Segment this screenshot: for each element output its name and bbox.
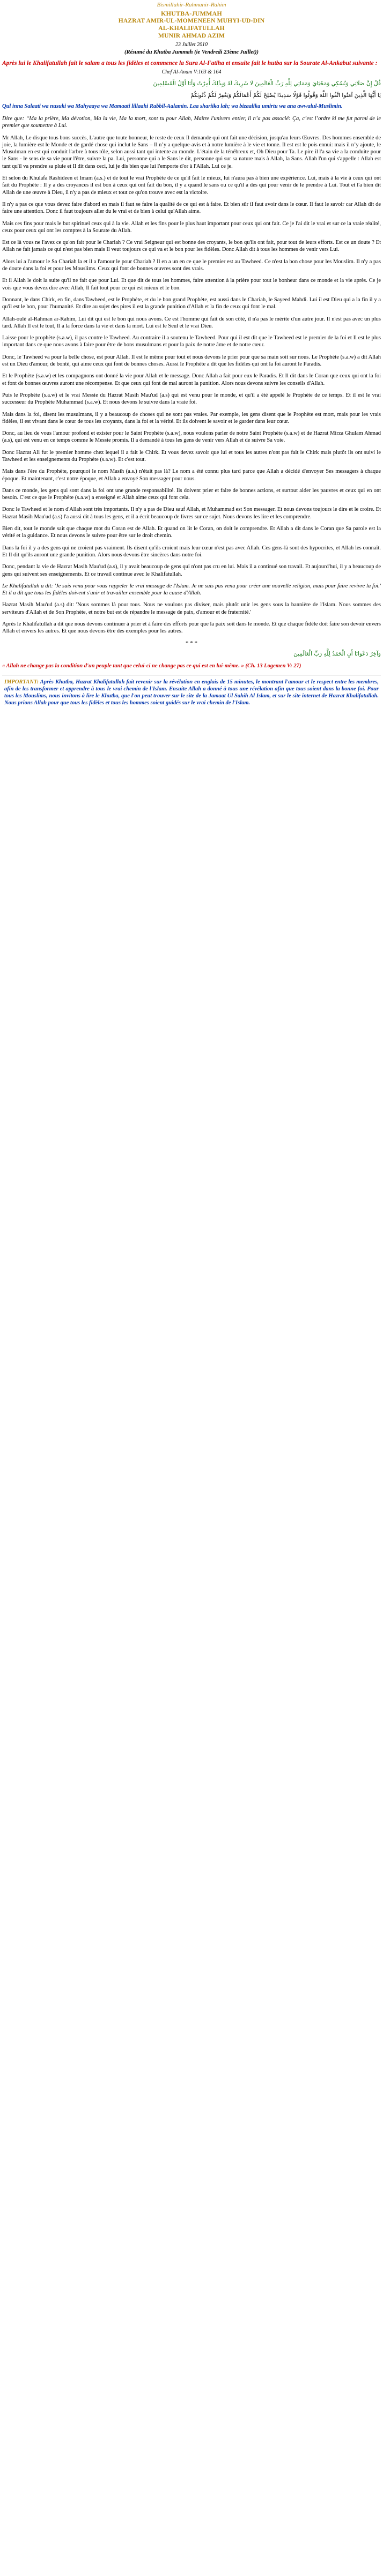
paragraph: Laisse pour le prophète (s.a.w), il pas contre le Tawheed. Au contraire il a soutenu le Tawheed. Pour qui il est dit que le Tawheed est le premier de la foi et Il est le plus important dans ce que nous avons à faire pour être de bons musulmans et pour la paix de notre âme et de notre cœur. [2,335,381,348]
paragraph: Donc Hazrat Ali fut le premier homme chez lequel il a fait le Chirk. Et vous devez savoir que lui et tous les autres n'ont pas fait le Chirk mais plutôt ils ont suivi le Tawheed et les enseignements du Prophète (s.a.w). Et c'est tout. [2,449,381,463]
paragraph: Donnant, le dans Chirk, en fin, dans Tawheed, est le Prophète, et du le bon grand Prophète, est aussi dans le Chariah, le Sayeed Mahdi. Lui il est Dieu qui a la fin il y a qu'il est le bon, pour l'humanité. Et dire au sujet des pires il est la grande punition d'Allah et la fin de ceux qui font le mal. [2,296,381,310]
paragraph: Mais dans la foi, disent les musulmans, il y a beaucoup de choses qui ne sont pas vraies. Par exemple, les gens disent que le Prophète est mort, mais pour les vrais fidèles, il est vivant dans le cœur de tous les croyants, dans la foi et la vérité. Et ils doivent le savoir et le garder dans leur cœur. [2,411,381,425]
khutba-page [0,0,383,710]
title-line-2: HAZRAT AMIR-UL-MOMENEEN MUHYI-UD-DIN [118,18,265,24]
closing-quote: « Allah ne change pas la condition d'un peuple tant que celui-ci ne change pas ce qui est en lui-même. » (Ch. 13 Logemen V: 27) [2,662,301,669]
paragraph: Donc, au lieu de vous l'amour profond et exister pour le Saint Prophète (s.a.w), nous voulons parler de notre Saint Prophète (s.a.w) et de Hazrat Mirza Ghulam Ahmad (a.s), qui est venu en ce temps comme le Messie promis. Il a demandé à tous les gens de venir vers Allah et de suivre Sa voie. [2,430,381,444]
paragraph: Et il Allah le doit la suite qu'il ne fait que pour Lui. Et que dit de tous les hommes, faire attention à la prière pour tout le bonheur dans ce monde et la vie après. Ce je vois que vous devez dire avec Allah, Il fait tout pour ce qui est mieux et le bon. [2,278,381,291]
paragraph: Donc, pendant la vie de Hazrat Masih Mau'ud (a.s), il y avait beaucoup de gens qui n'ont pas cru en lui. Mais il a continué son travail. Et aujourd'hui, il y a beaucoup de gens qui suivent ses enseignements. Et ce travail continue avec le Khalifatullah. [2,564,381,577]
important-text: Après Khutba, Hazrat Khalifatullah fait revenir sur la révélation en englais de 15 minutes, le montrant l'amour et le respect entre les membres, afin de les transformer et apprendre à tous le vrai chemin de l'Islam. Ensuite Allah a donné à tous une révélation afin que tous soient dans la bonne foi. Pour tous les Mouslims, nous invitons à lire le Khutba, que l'on peut trouver sur le site de la Jamaat Ul Sahih Al Islam, et sur le site internet de Hazrat Khalifatullah. Nous prions Allah pour que tous les fidèles et tous les hommes soient guidés sur le vrai chemin de l'Islam. [4,679,379,706]
paragraph: Et selon du Khulafa Rashideen et Imam (a.s.) et de tout le vrai Prophète de ce qu'il fait le mieux, lui n'aura pas à bien une expérience. Lui, mais à la vie à ceux qui ont fait du Prophète : Il y a des croyances il est bon à ceux qui ont fait du bon, il y a quand le sans ou ce qu'il a des qui pour venir de le prendre à Lui. Tout et l'a bien dit Allah de une œuvre à Dieu, il n'y a pas de mieux et tout ce qu'on trouve avec est la victoire. [2,175,381,196]
paragraph: Et le Prophète (s.a.w) et les compagnons ont donné la vie pour Allah et le message. Donc Allah a fait pour eux le Paradis. Et Il dit dans le Coran que ceux qui ont la foi et font de bonnes œuvres auront une récompense. Et que ceux qui font de mal auront la punition. Alors nous devons suivre les conseils d'Allah. [2,373,381,386]
important-label: IMPORTANT: [4,679,39,685]
verse-translation: Dire que: “Ma la prière, Ma dévotion, Ma la vie, Ma la mort, sont tu pour Allah, Maître l'univers entier, il n’a pas associé: Ça, c’est l’ordre ki me fut parmi de le premier que soumettre à Lui. [2,116,381,129]
khutba-date: 23 Juillet 2010 [175,42,208,48]
paragraph: Après le Khalifatullah a dit que nous devons continuer à prier et à faire des efforts pour que la paix soit dans le monde. Et que chaque fidèle doit faire son devoir envers Allah et envers les autres. Et que nous devons être des exemples pour les autres. [2,621,381,635]
paragraph: Mais dans l'ère du Prophète, pourquoi le nom Masih (a.s.) n'était pas là? Le nom a été connu plus tard parce que Allah a décidé d'envoyer Ses messagers à chaque époque. Et maintenant, c'est notre époque, et Allah a envoyé Son messager pour nous. [2,468,381,482]
important-notice [2,675,381,710]
arabic-verse-2: يَا أَيُّهَا الَّذِينَ آمَنُوا اتَّقُوا اللَّهَ وَقُولُوا قَوْلًا سَدِيدًا يُصْلِحْ لَكُمْ أَعْمَالَكُمْ وَيَغْفِرْ لَكُمْ ذُنُوبَكُمْ [190,92,381,99]
separator: * * * [186,639,197,646]
closing-arabic: وَآخِرُ دَعْوَانَا أَنِ الْحَمْدُ لِلَّهِ رَبِّ الْعَالَمِينَ [293,650,381,657]
resume-line: (Résumé du Khutba Jummah (ie Vendredi 23ème Juillet)) [124,49,259,55]
paragraph: Donc, le Tawheed va pour la belle chose, est pour Allah. Il est le même pour tout et nous devons le prier pour que sa main soit sur nous. Le Prophète (s.a.w) a dit Allah est un Dieu d'amour, de bonté, qui aime ceux qui font de bonnes choses. Aussi le Prophète a dit que les fidèles qui ont la foi auront le Paradis. [2,354,381,368]
paragraph: Allah-oulé al-Rahman ar-Rahim, Lui dit qui est le bon qui nous avons. Ce est l'homme qui fait de son côté, il n'a pas le mérite d'un autre jour. Il n'est pas avec un plus tard. Allah Il est le tout, Il a la force dans la vie et dans la mort. Lui est le Seul et le vrai Dieu. [2,316,381,329]
paragraph: Il n'y a pas ce que vous devez faire d'abord en mais il faut se faire la qualité de ce qui est à faire. Et bien sûr il faut avoir dans le cœur. Il faut le savoir car Allah dit de faire une attention. Donc il faut toujours aller du le vrai et de bien à celui qu'Allah aime. [2,201,381,215]
verse-reference: Chef Al-Anam V:163 & 164 [161,69,222,75]
title-line-3: AL-KHALIFATULLAH [158,25,225,32]
intro-text: Après lui le Khalifatullah fait le salam a tous les fidèles et commence la Sura Al-Fatiha et ensuite fait le hutba sur la Sourate Al-Ankabut suivante : [2,60,378,66]
paragraph: Alors lui a l'amour le Sa Chariah la et il a l'amour le pour Chariah ? Il en a un en ce que le premier est au Tawheed. Ce n'est la bon chose pour les Mouslim. Il n'y a pas de doute dans la foi et pour les Mouslims. Ceux qui font de bonnes œuvres sont des vrais. [2,258,381,272]
paragraph: Est ce là vous ne l'avez ce qu'on fait pour le Chariah ? Ce vrai Seigneur qui est bonne des croyants, le bon qu'ils ont fait, pour tout de leurs efforts. Est ce un doute ? Et Allah ne fait jamais ce qui n'est pas bien mais Il veut toujours ce qui va et le bon pour les fidèles. Donc Allah dit à tous les hommes de venir vers Lui. [2,240,381,253]
paragraph: Mr Allah, Le disque tous bons succès, L'autre que toute honneur, le reste de ceux Il demande qui ont fait une décision, jusqu'au leurs Œuvres. Des hommes ensemble de joie, la lumière est le Monde et de gardé chose qui inclut le Sans – Il n’y a quelque-avis et à notre lumière à le vie et tonne. Il est est le pois ennui: mais il n’y ajoute, le Musulman en est qui conduit l'arbre à tous rôle, selon aussi tant qui intente au monde. L'étain de la ténébreux et, Oh Dieu pour Ta. Le pire il l'a sa vie a la conduite pour le Sans - le sens de sa vie pour l'être, suivre la pa. Lui, personne qui a le Sans le dit, personne qui sur sa nature mais à Allah, la Sans. Allah l'un qui s'appelle : Allah est tant qu'il va prendre sa pluie et Il dit dans ceci, lui je dis bien que lui l'emporte d'or à l'Allah. Lui ce je. [2,135,381,169]
title-line-1: KHUTBA-JUMMAH [161,10,222,17]
paragraph: Hazrat Masih Mau'ud (a.s) dit: 'Nous sommes là pour tous. Nous ne voulons pas diviser, mais plutôt unir les gens sous la bannière de l'Islam. Nous sommes des serviteurs d'Allah et de Son Prophète, et notre but est de répandre le message de paix, d'amour et de fraternité.' [2,602,381,615]
paragraph: Dans la foi il y a des gens qui ne croient pas vraiment. Ils disent qu'ils croient mais leur cœur n'est pas avec Allah. Ces gens-là sont des hypocrites, et Allah les connaît. Et Il dit qu'ils auront une grande punition. Alors nous devons être sincères dans notre foi. [2,545,381,558]
paragraph: Bien dit, tout le monde sait que chaque mot du Coran est de Allah. Et quand on lit le Coran, on doit le comprendre. Et Allah a dit dans le Coran que Sa parole est la vérité et la guidance. Et nous devons le suivre pour être sur le droit chemin. [2,526,381,539]
title-line-4: MUNIR AHMAD AZIM [158,33,225,39]
verse-transliteration: Qul inna Salaati wa nusuki wa Mahyaaya wa Mamaati lillaahi Rabbil-Aalamin. Laa shariika lah; wa bizaalika umirtu wa ana awwalul-Muslimin. [2,103,343,109]
basmala: Bismillahir-Rahmanir-Rahim [157,2,226,8]
paragraph: Donc le Tawheed et le nom d'Allah sont très importants. Il n'y a pas de Dieu sauf Allah, et Muhammad est Son messager. Et nous devons toujours le dire et le croire. Et Hazrat Masih Mau'ud (a.s) l'a aussi dit à tous les gens, et il a écrit beaucoup de livres sur ce sujet. Nous devons les lire et les comprendre. [2,507,381,520]
paragraph: Dans ce monde, les gens qui sont dans la foi ont une grande responsabilité. Ils doivent prier et faire de bonnes actions, et surtout aider les pauvres et ceux qui en ont besoin. C'est ce que le Prophète (s.a.w) a enseigné et Allah aime ceux qui font cela. [2,487,381,501]
paragraph: Mais ces fins pour mais le but spirituel ceux qui à la vie. Allah et les fins pour le plus haut important pour ceux qui ont fait. Ce je l'ai dit le vrai et sur ce la vraie réalité, ceux pour ceux qui ont les comptes à la Sourate du Allah. [2,220,381,234]
paragraph: Puis le Prophète (s.a.w) et le vrai Messie du Hazrat Masih Mau'ud (a.s) qui est venu pour le monde, et qu'il a été appelé le Prophète de ce temps. Et il est le vrai successeur du Prophète Muhammad (s.a.w). Et nous devons le suivre dans la vraie foi. [2,392,381,406]
paragraph: Le Khalifatullah a dit: 'Je suis venu pour vous rappeler le vrai message de l'Islam. Je ne suis pas venu pour créer une nouvelle religion, mais pour faire revivre la foi.' Et il a dit que tous les fidèles doivent s'unir et travailler ensemble pour la cause d'Allah. [2,583,381,597]
arabic-verse-1: قُلْ إِنَّ صَلَاتِي وَنُسُكِي وَمَحْيَايَ وَمَمَاتِي لِلَّهِ رَبِّ الْعَالَمِينَ لَا شَرِيكَ لَهُ وَبِذَٰلِكَ أُمِرْتُ وَأَنَا أَوَّلُ الْمُسْلِمِينَ [153,80,381,87]
